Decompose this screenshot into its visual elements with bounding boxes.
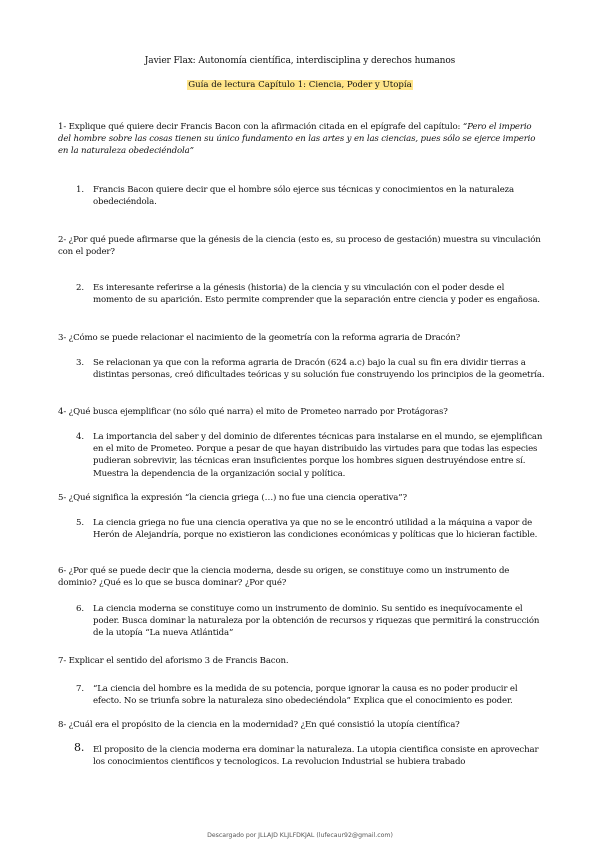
answer-3-text: Se relacionan ya que con la reforma agraria de Dracón (624 a.c) bajo la cual su fin era dividir tierras a distintas personas, creó dificultades teóricas y su solución fue construyendo los principios de la geometría. — [93, 358, 545, 381]
answer-1 — [76, 184, 545, 208]
question-3-text: 3- ¿Cómo se puede relacionar el nacimiento de la geometría con la reforma agraria de Dracón? — [58, 333, 461, 343]
answer-5 — [76, 517, 545, 541]
answer-8-number: 8. — [74, 741, 85, 754]
answer-7 — [76, 683, 545, 707]
question-6 — [58, 565, 544, 589]
answer-2-number: 2. — [76, 283, 84, 293]
answer-4-text: La importancia del saber y del dominio de diferentes técnicas para instalarse en el mundo, se ejemplifican en el mito de Prometeo. Porque a pesar de que hayan distribuido las virtudes para que todas las especies pudieran sobrevivir, las técnicas eran insuficientes porque los hombres siguen destruyéndose entre sí. Muestra la dependencia de la organización social y política. — [93, 432, 543, 479]
answer-5-number: 5. — [76, 518, 84, 528]
answer-5-text: La ciencia griega no fue una ciencia operativa ya que no se le encontró utilidad a la máquina a vapor de Herón de Alejandría, porque no existieron las condiciones económicas y políticas que lo hicieran factible. — [93, 518, 538, 541]
question-3 — [58, 332, 544, 344]
guide-title — [0, 80, 600, 90]
answer-8 — [74, 741, 545, 768]
question-1 — [58, 121, 544, 158]
guide-title-highlight: Guía de lectura Capítulo 1: Ciencia, Poder y Utopía — [188, 80, 412, 90]
question-8-text: 8- ¿Cuál era el propósito de la ciencia en la modernidad? ¿En qué consistió la utopía científica? — [58, 720, 460, 730]
question-7 — [58, 655, 544, 667]
answer-6-text: La ciencia moderna se constituye como un instrumento de dominio. Su sentido es inequívocamente el poder. Busca dominar la naturaleza por la obtención de recursos y riquezas que permitirá la construcción de la utopía “La nueva Atlántida” — [93, 604, 540, 639]
question-5-text: 5- ¿Qué significa la expresión “la ciencia griega (…) no fue una ciencia operativa”? — [58, 493, 407, 503]
answer-8-text: El proposito de la ciencia moderna era dominar la naturaleza. La utopia cientifica consiste en aprovechar los conocimientos cientificos y tecnologicos. La revolucion Industrial se hubiera trabado — [93, 745, 539, 768]
answer-7-text: “La ciencia del hombre es la medida de su potencia, porque ignorar la causa es no poder producir el efecto. No se triunfa sobre la naturaleza sino obedeciéndola” Explica que el conocimiento es poder. — [93, 684, 518, 707]
answer-3-number: 3. — [76, 358, 84, 368]
question-7-text: 7- Explicar el sentido del aforismo 3 de Francis Bacon. — [58, 656, 289, 666]
question-8 — [58, 719, 544, 731]
question-2-text: 2- ¿Por qué puede afirmarse que la génesis de la ciencia (esto es, su proceso de gestación) muestra su vinculación con el poder? — [58, 235, 541, 258]
answer-6 — [76, 603, 545, 640]
answer-1-number: 1. — [76, 185, 84, 195]
document-title: Javier Flax: Autonomía científica, interdisciplina y derechos humanos — [144, 56, 456, 66]
download-footer: Descargado por JLLAJD KLJLFDKJAL (lufecaur92@gmail.com) — [207, 832, 393, 839]
question-6-text: 6- ¿Por qué se puede decir que la ciencia moderna, desde su origen, se constituye como un instrumento de dominio? ¿Qué es lo que se busca dominar? ¿Por qué? — [58, 566, 510, 589]
answer-6-number: 6. — [76, 604, 84, 614]
question-4-text: 4- ¿Qué busca ejemplificar (no sólo qué narra) el mito de Prometeo narrado por Protágoras? — [58, 407, 448, 417]
answer-7-number: 7. — [76, 684, 84, 694]
answer-2-text: Es interesante referirse a la génesis (historia) de la ciencia y su vinculación con el poder desde el momento de su aparición. Esto permite comprender que la separación entre ciencia y poder es engañosa. — [93, 283, 540, 306]
answer-1-text: Francis Bacon quiere decir que el hombre sólo ejerce sus técnicas y conocimientos en la naturaleza obedeciéndola. — [93, 185, 514, 208]
question-5 — [58, 492, 544, 504]
question-1-text: 1- Explique qué quiere decir Francis Bacon con la afirmación citada en el epígrafe del capítulo: — [58, 122, 461, 132]
question-1-quote: “Pero el imperio del hombre sobre las cosas tienen su único fundamento en las artes y en las ciencias, pues sólo se ejerce imperio en la naturaleza obedeciéndola” — [58, 122, 536, 157]
answer-2 — [76, 282, 545, 306]
answer-4-number: 4. — [76, 432, 84, 442]
question-2 — [58, 234, 544, 258]
answer-3 — [76, 357, 545, 381]
answer-4 — [76, 431, 545, 480]
question-4 — [58, 406, 544, 418]
